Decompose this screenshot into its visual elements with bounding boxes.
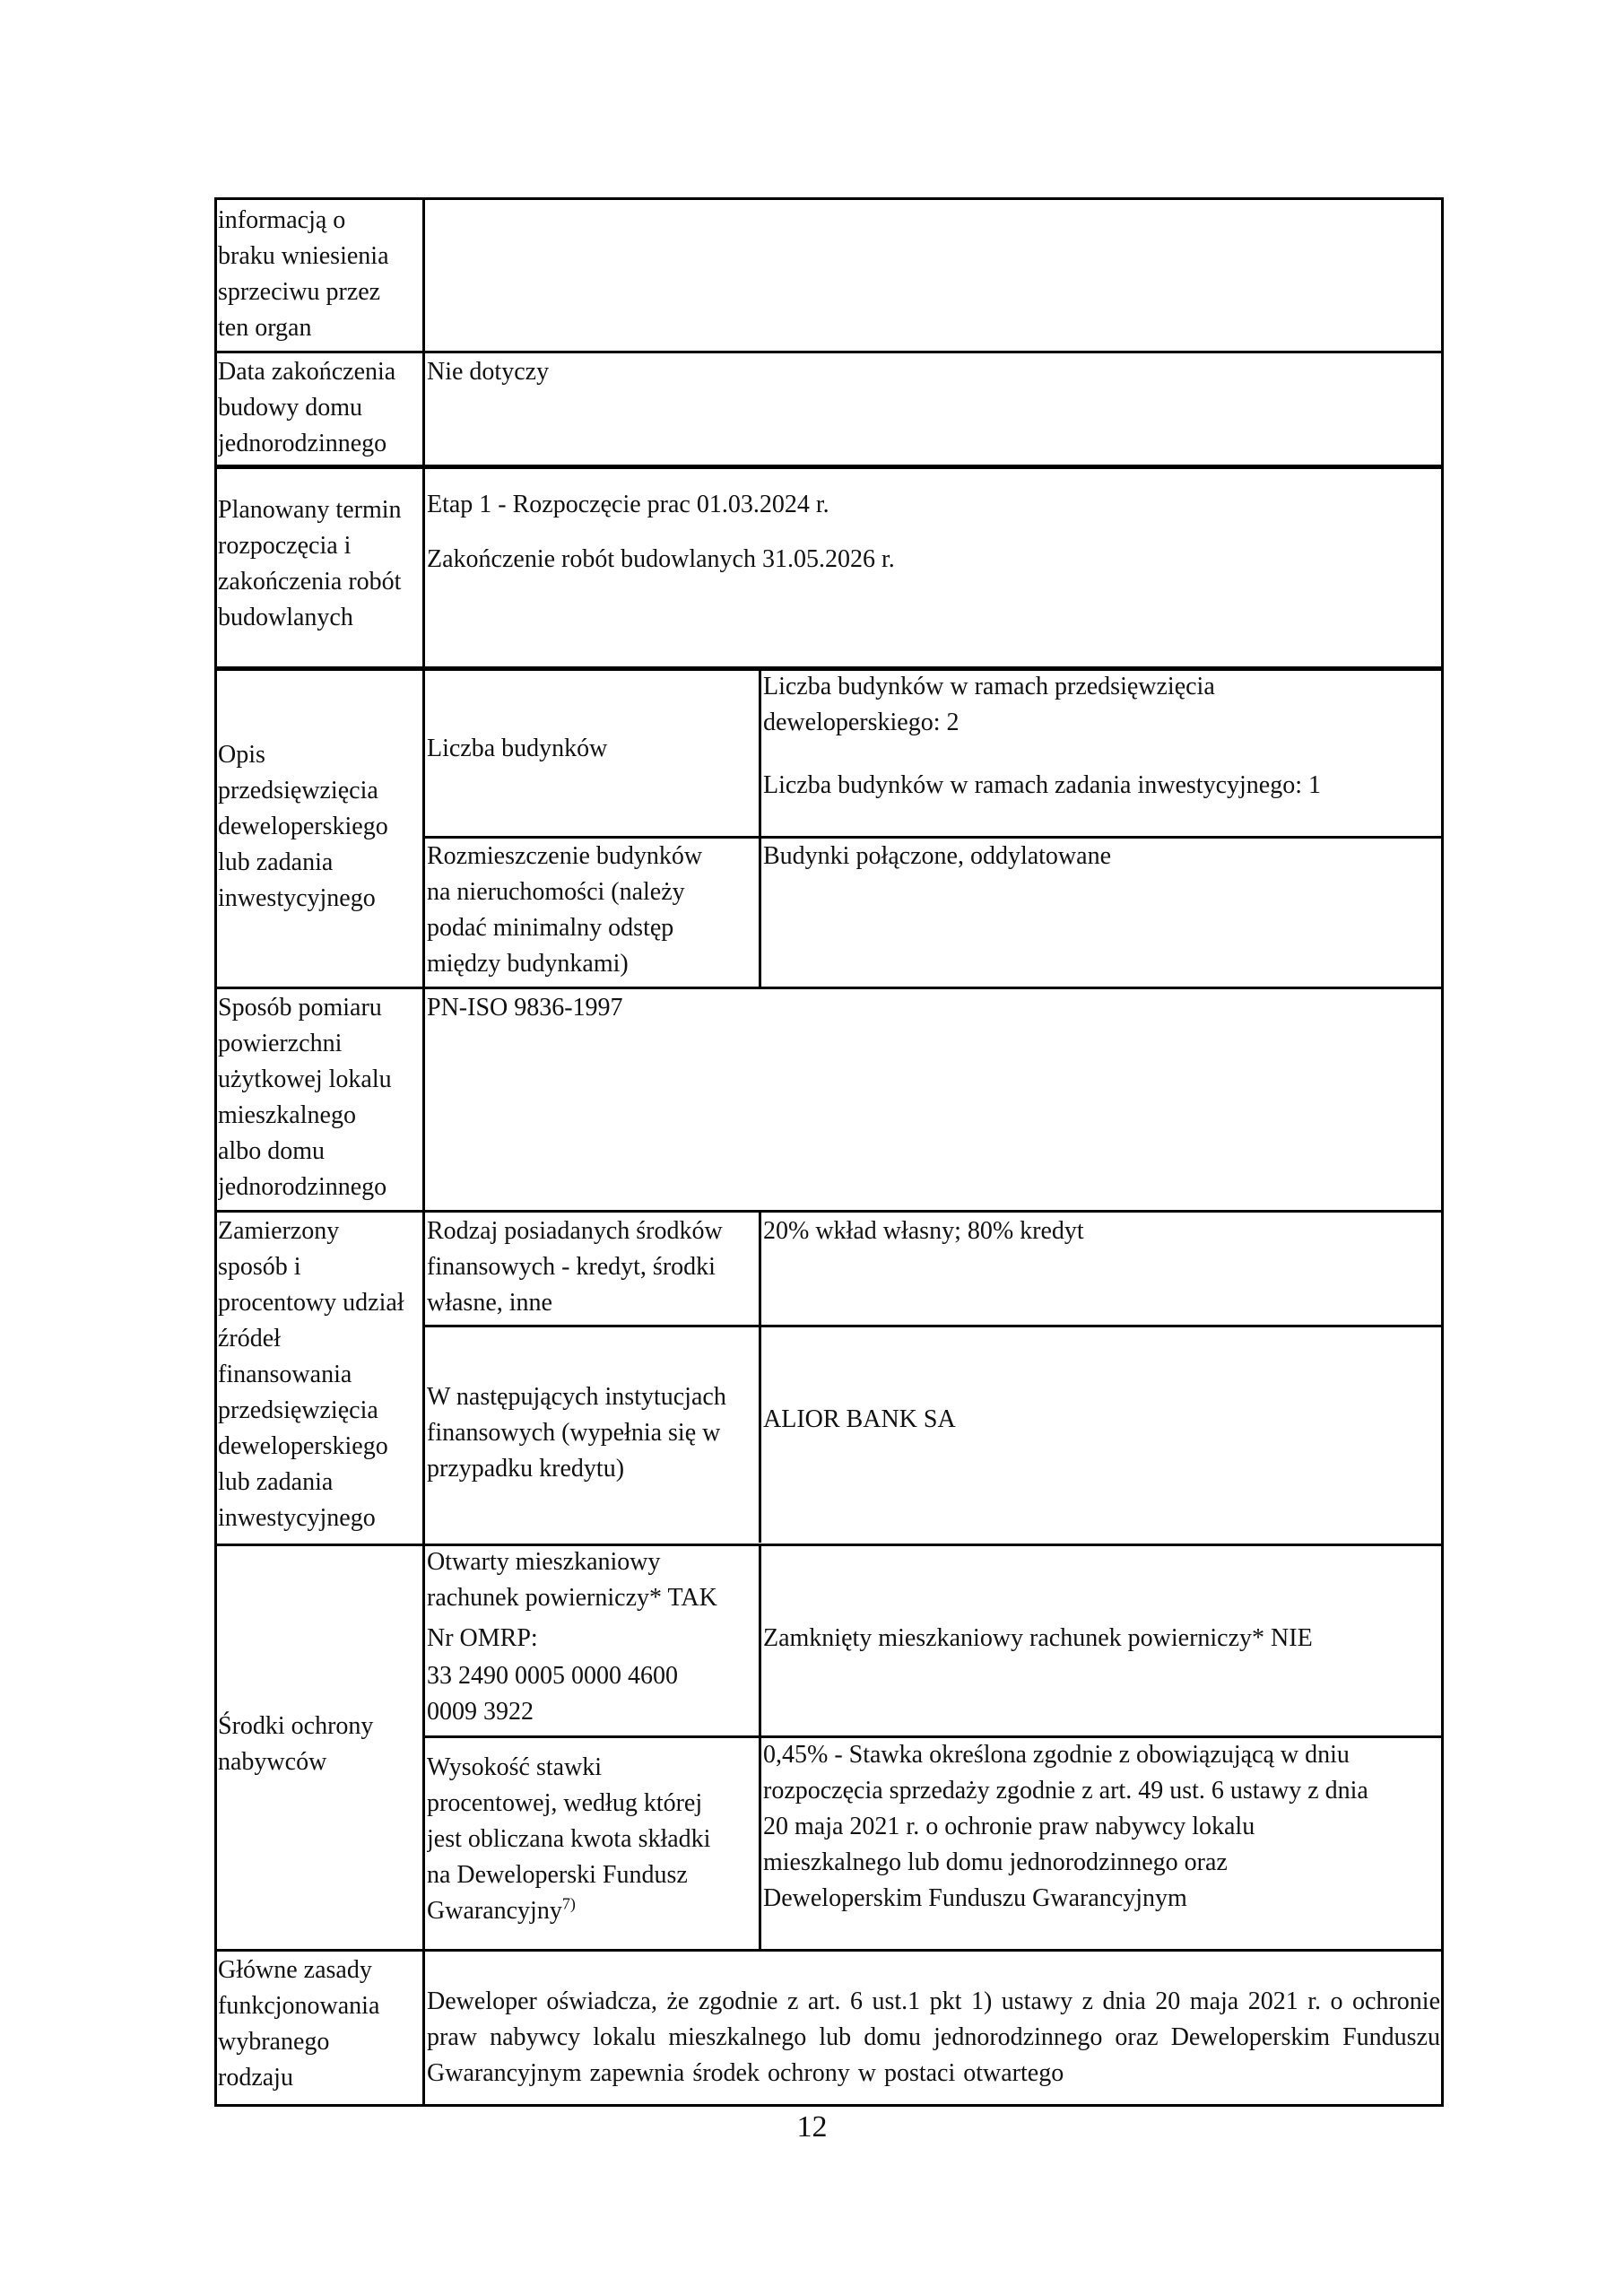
label-data-zakonczenia: Data zakończenia budowy domu jednorodzinnego [218,358,396,457]
footnote-ref: 7) [561,1894,576,1913]
label-rozmieszczenie-budynkow: Rozmieszczenie budynków na nieruchomości (należy podać minimalny odstęp między budynkami) [427,842,703,978]
value-liczba-budynkow-zadania: Liczba budynków w ramach zadania inwestycyjnego: 1 [763,771,1322,799]
label-liczba-budynkow: Liczba budynków [427,735,608,762]
value-rodzaj-srodkow: 20% wkład własny; 80% kredyt [763,1217,1084,1245]
value-liczba-budynkow-przedsiewziecia: Liczba budynków w ramach przedsięwzięcia deweloperskiego: 2 [763,673,1215,736]
label-opis-przedsiewziecia: Opis przedsięwzięcia deweloperskiego lub zadania inwestycyjnego [218,741,388,912]
value-instytucje-finansowe: ALIOR BANK SA [763,1405,956,1433]
value-glowne-zasady: Deweloper oświadcza, że zgodnie z art. 6 ust.1 pkt 1) ustawy z dnia 20 maja 2021 r. o ochronie praw nabywcy lokalu mieszkalnego lub domu jednorodzinnego oraz Deweloperskim Funduszu Gwarancyjnym zapewnia środek ochrony w postaci otwartego [427,1987,1440,2087]
value-zamkniety-rachunek: Zamknięty mieszkaniowy rachunek powierniczy* NIE [763,1624,1313,1652]
value-termin-zakonczenie: Zakończenie robót budowlanych 31.05.2026 r. [427,545,895,573]
value-sposob-pomiaru: PN-ISO 9836-1997 [427,994,623,1022]
label-sposob-pomiaru: Sposób pomiaru powierzchni użytkowej lokalu mieszkalnego albo domu jednorodzinnego [218,994,392,1201]
label-wysokosc-stawki [427,1750,757,1929]
label-instytucje-finansowe: W następujących instytucjach finansowych (wypełnia się w przypadku kredytu) [427,1383,726,1483]
value-rozmieszczenie-budynkow: Budynki połączone, oddylatowane [763,842,1112,870]
value-data-zakonczenia: Nie dotyczy [427,358,550,386]
label-glowne-zasady: Główne zasady funkcjonowania wybranego rodzaju [218,1956,380,2092]
label-planowany-termin: Planowany termin rozpoczęcia i zakończenia robót budowlanych [218,496,402,631]
value-termin-etap: Etap 1 - Rozpoczęcie prac 01.03.2024 r. [427,491,829,518]
value-nr-omrp: 33 2490 0005 0000 4600 0009 3922 [427,1662,678,1726]
label-sprzeciw: informacją o braku wniesienia sprzeciwu przez ten organ [218,206,389,342]
label-nr-omrp: Nr OMRP: [427,1624,538,1652]
label-srodki-ochrony: Środki ochrony nabywców [218,1712,374,1776]
label-otwarty-rachunek: Otwarty mieszkaniowy rachunek powierniczy* TAK [427,1548,717,1612]
value-wysokosc-stawki: 0,45% - Stawka określona zgodnie z obowiązującą w dniu rozpoczęcia sprzedaży zgodnie z art. 49 ust. 6 ustawy z dnia 20 maja 2021 r. o ochronie praw nabywcy lokalu mieszkalnego lub domu jednorodzinnego oraz Deweloperskim Funduszu Gwarancyjnym [763,1741,1368,1912]
label-wysokosc-stawki-text: Wysokość stawki procentowej, według której jest obliczana kwota składki na Deweloperski Fundusz Gwarancyjny [427,1753,711,1925]
label-rodzaj-srodkow: Rodzaj posiadanych środków finansowych - kredyt, środki własne, inne [427,1217,723,1317]
label-finansowanie: Zamierzony sposób i procentowy udział źródeł finansowania przedsięwzięcia deweloperskiego lub zadania inwestycyjnego [218,1217,404,1532]
page-number: 12 [796,2110,828,2144]
